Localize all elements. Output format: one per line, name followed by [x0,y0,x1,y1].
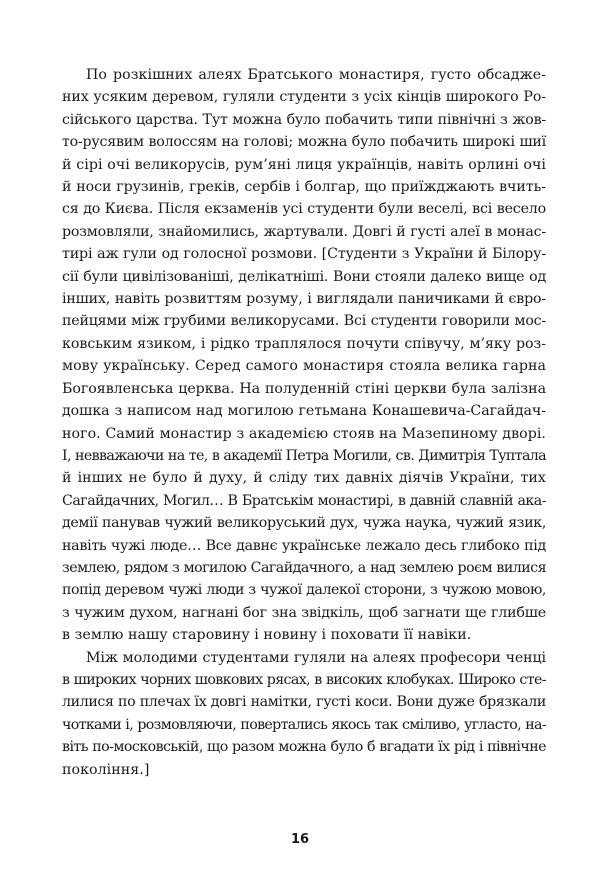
body-text [62,64,546,781]
text-line: навіть чужі люде… Все давнє українське лежало десь глибоко під [62,537,546,554]
paragraph-2 [62,647,546,781]
text-line: них усяким деревом, гуляли студенти з усіх кінців широкого Ро- [62,89,546,106]
text-line: сії були цивілізованіші, делікатніші. Вони стояли далеко вище од [62,268,546,285]
text-line: й сірі очі великорусів, рум’яні лиця українців, навіть орлині очі [62,156,546,173]
text-line: тирі аж гули од голосної розмови. [Студенти з України й Білору- [62,246,546,263]
text-line: ковським язиком, і рідко траплялося почути співучу, м’яку роз- [62,335,546,352]
text-line: землею, рядом з могилою Сагайдачного, а над землею роєм вилися [62,559,546,576]
paragraph-1 [62,64,546,647]
text-line: то-русявим волоссям на голові; можна було побачить широкі шиї [62,134,546,151]
text-line: з чужим духом, нагнані бог зна звідкіль, щоб загнати ще глибше [62,604,546,621]
text-line: покоління.] [62,761,150,778]
text-line: По розкішних алеях Братського монастиря, густо обсадже- [86,67,546,83]
text-line: в широких чорних шовкових рясах, в високих клобуках. Широко сте- [62,671,546,688]
text-line: ного. Самий монастир з академією стояв на Мазепиному дворі. [62,425,546,442]
text-line: в землю нашу старовину і новину і поховати її навіки. [62,627,472,644]
text-line: інших, навіть розвиттям розуму, і виглядали паничиками й євро- [62,291,546,308]
text-line: попід деревом чужі люди з чужої далекої сторони, з чужою мовою, [62,582,546,599]
text-line: сійського царства. Тут можна було побачить типи північні з жов- [62,111,546,128]
text-line: І, невважаючи на те, в академії Петра Могили, св. Димитрія Туптала [62,447,546,464]
text-line: пейцями між грубими великорусами. Всі студенти говорили мос- [62,313,546,330]
text-line: Сагайдачних, Могил… В Братськім монастирі, в давній славній ака- [62,492,546,509]
text-line: дошка з написом над могилою гетьмана Конашевича-Сагайдач- [62,403,546,420]
text-line: лилися по плечах їх довгі намітки, густі коси. Вони дуже брязкали [62,694,546,711]
text-line: мову українську. Серед самого монастиря стояла велика гарна [62,358,546,375]
text-line: й носи грузинів, греків, сербів і болгар, що приїжджають вчить- [62,179,546,196]
text-line: чотками і, розмовляючи, повертались якось так сміливо, угласто, на- [62,716,546,733]
page-number: 16 [290,832,310,847]
text-line: Богоявленська церква. На полуденній стіні церкви була залізна [62,380,546,397]
text-line: розмовляли, знайомились, жартували. Довгі й густі алеї в монас- [62,223,546,240]
text-line: й інших не було й духу, й сліду тих давніх діячів України, тих [62,470,546,487]
text-line: демії панував чужий великоруський дух, чужа наука, чужий язик, [62,515,546,532]
text-line: Між молодими студентами гуляли на алеях професори ченці [86,649,546,666]
text-line: віть по-московській, що разом можна було б вгадати їх рід і північне [62,739,546,756]
text-line: ся до Києва. Після екзаменів усі студенти були веселі, всі весело [62,201,546,218]
